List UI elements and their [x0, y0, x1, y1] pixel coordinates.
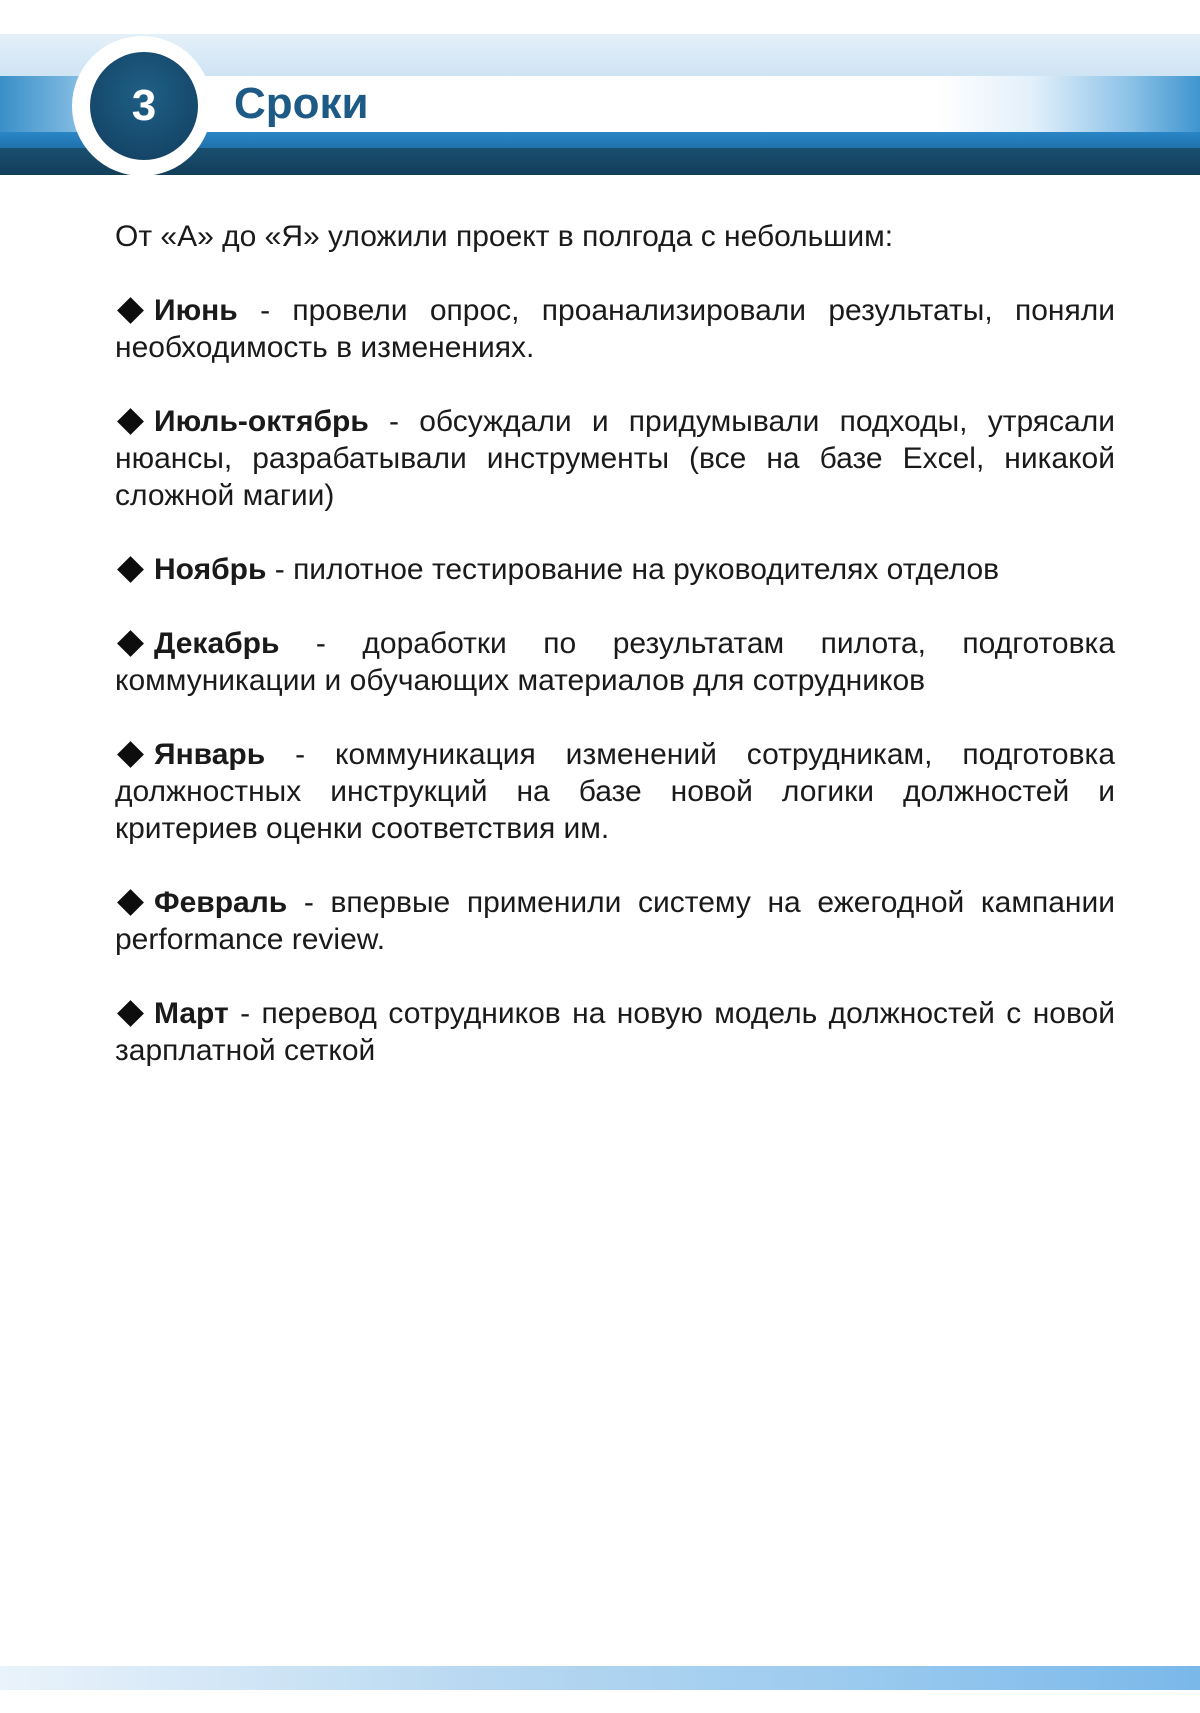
- section-number-badge: 3: [90, 52, 198, 160]
- diamond-icon: [117, 741, 144, 768]
- timeline-month: Декабрь: [154, 627, 280, 660]
- timeline-item-march: [115, 995, 1115, 1069]
- timeline-item-december: [115, 625, 1115, 699]
- footer-band: [0, 1666, 1200, 1690]
- timeline-text: - впервые применили систему на ежегодной кампании performance review.: [115, 886, 1115, 956]
- diamond-icon: [117, 630, 144, 657]
- timeline-month: Ноябрь: [154, 553, 267, 586]
- section-title: Сроки: [234, 79, 369, 128]
- timeline-text: - доработки по результатам пилота, подготовка коммуникации и обучающих материалов для сотрудников: [115, 627, 1115, 697]
- section-header: [0, 0, 1200, 200]
- timeline-text: - провели опрос, проанализировали результаты, поняли необходимость в изменениях.: [115, 294, 1115, 364]
- timeline-item-february: [115, 884, 1115, 958]
- timeline-item-november: [115, 551, 1115, 588]
- timeline-text: - обсуждали и придумывали подходы, утрясали нюансы, разрабатывали инструменты (все на базе Excel, никакой сложной магии): [115, 405, 1115, 512]
- timeline-text: - коммуникация изменений сотрудникам, подготовка должностных инструкций на базе новой логики должностей и критериев оценки соответствия им.: [115, 738, 1115, 845]
- diamond-icon: [117, 889, 144, 916]
- timeline-month: Июль-октябрь: [154, 405, 369, 438]
- timeline-item-july-october: [115, 403, 1115, 514]
- timeline-item-january: [115, 736, 1115, 847]
- intro-paragraph: От «А» до «Я» уложили проект в полгода с небольшим:: [115, 220, 894, 253]
- timeline-text: - пилотное тестирование на руководителях отделов: [266, 553, 1000, 586]
- timeline-text: - перевод сотрудников на новую модель должностей с новой зарплатной сеткой: [115, 997, 1115, 1067]
- timeline-month: Март: [154, 997, 229, 1030]
- timeline-month: Январь: [154, 738, 266, 771]
- document-body: [115, 218, 1115, 1106]
- diamond-icon: [117, 1000, 144, 1027]
- diamond-icon: [117, 556, 144, 583]
- diamond-icon: [117, 297, 144, 324]
- timeline-month: Июнь: [154, 294, 238, 327]
- timeline-item-june: [115, 292, 1115, 366]
- diamond-icon: [117, 408, 144, 435]
- timeline-month: Февраль: [154, 886, 288, 919]
